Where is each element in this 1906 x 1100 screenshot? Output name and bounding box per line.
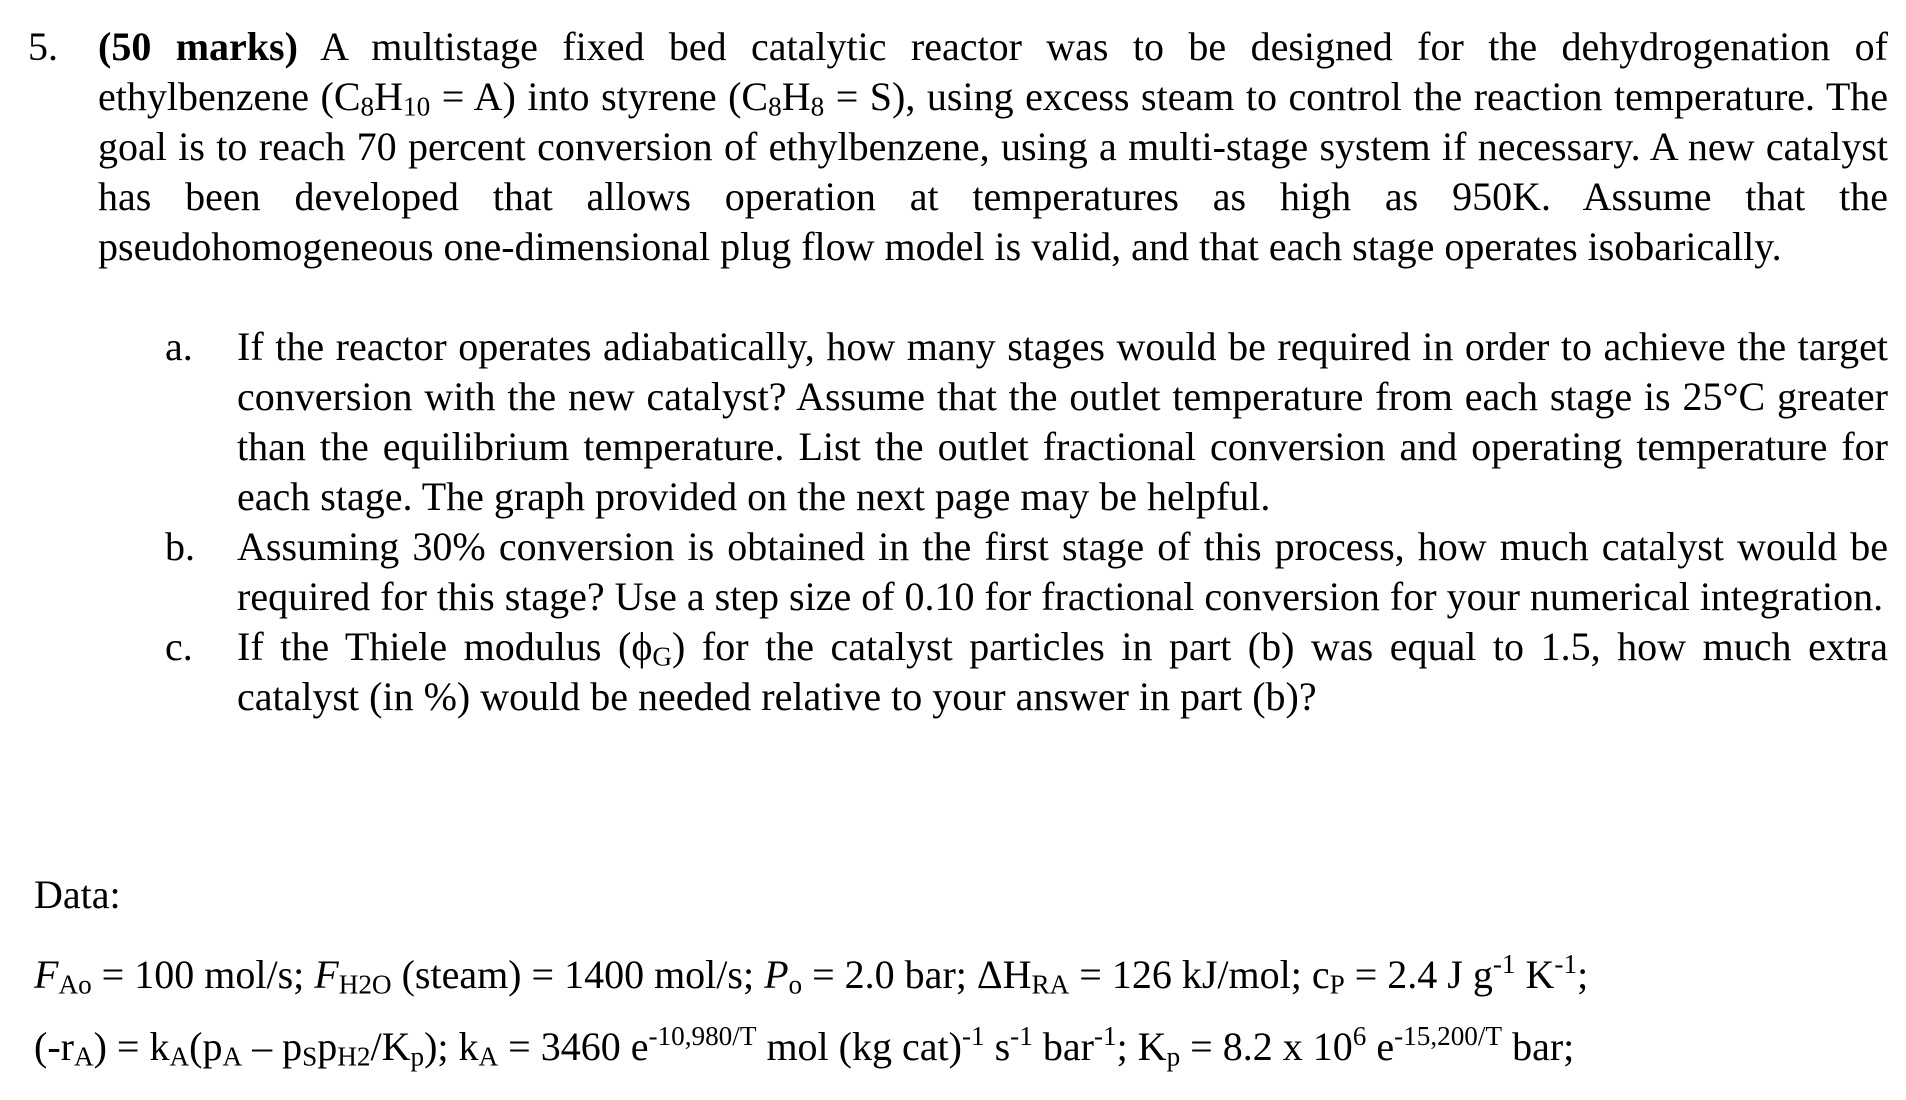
data-heading: Data: bbox=[34, 872, 121, 917]
data-line-flows: $F_{Ao} = 100$ mol/s; $F_{H2O}$ (steam) = 1400 mol/s; $P_o = 2.0$ bar; $\Delta H_{RA} = 126$ kJ/mol; $c_P = 2.4$ J $g^{-1}$ $K^{-1}$; bbox=[34, 949, 1589, 1000]
part-letter: c. bbox=[165, 624, 193, 669]
part-letter: a. bbox=[165, 324, 193, 369]
part-text: If the reactor operates adiabatically, how many stages would be required in order to achieve the target conversion with the new catalyst? Assume that the outlet temperature from each stage is 25°C greater than the equilibrium temperature. List the outlet fractional conversion and operating temperature for each stage. The graph provided on the next page may be helpful. bbox=[237, 324, 1888, 519]
part-letter: b. bbox=[165, 524, 195, 569]
data-line-kinetics: $(-r_A) = k_A(p_A - p_Sp_{H2}/K_p)$; $k_A = 3460$ $e^{-10,980/T}$ mol (kg cat)$^{-1}$ $s^{-1}$ bar$^{-1}$; $K_p = 8.2$ x $10^6$ $e^{-15,200/T}$ bar; bbox=[34, 1021, 1575, 1072]
part-b bbox=[165, 522, 1888, 622]
part-a bbox=[165, 322, 1888, 522]
part-text: Assuming 30% conversion is obtained in the first stage of this process, how much catalyst would be required for this stage? Use a step size of 0.10 for fractional conversion for your numerical integration. bbox=[237, 524, 1888, 619]
question-5 bbox=[28, 22, 1888, 272]
question-marks: (50 marks) bbox=[98, 24, 298, 69]
part-c bbox=[165, 622, 1888, 722]
question-parts bbox=[165, 322, 1888, 722]
question-statement: (50 marks) A multistage fixed bed catalytic reactor was to be designed for the dehydrogenation of ethylbenzene $(C_8H_{10} = A)$ into styrene $(C_8H_8 = S)$, using excess steam to control the reaction temperature. The goal is to reach 70 percent conversion of ethylbenzene, using a multi-stage system if necessary. A new catalyst has been developed that allows operation at temperatures as high as 950K. Assume that the pseudohomogeneous one-dimensional plug flow model is valid, and that each stage operates isobarically. bbox=[98, 24, 1889, 269]
question-number: 5. bbox=[28, 24, 58, 69]
part-text: If the Thiele modulus $(\phi_G)$ for the catalyst particles in part (b) was equal to 1.5, how much extra catalyst (in %) would be needed relative to your answer in part (b)? bbox=[237, 624, 1889, 719]
